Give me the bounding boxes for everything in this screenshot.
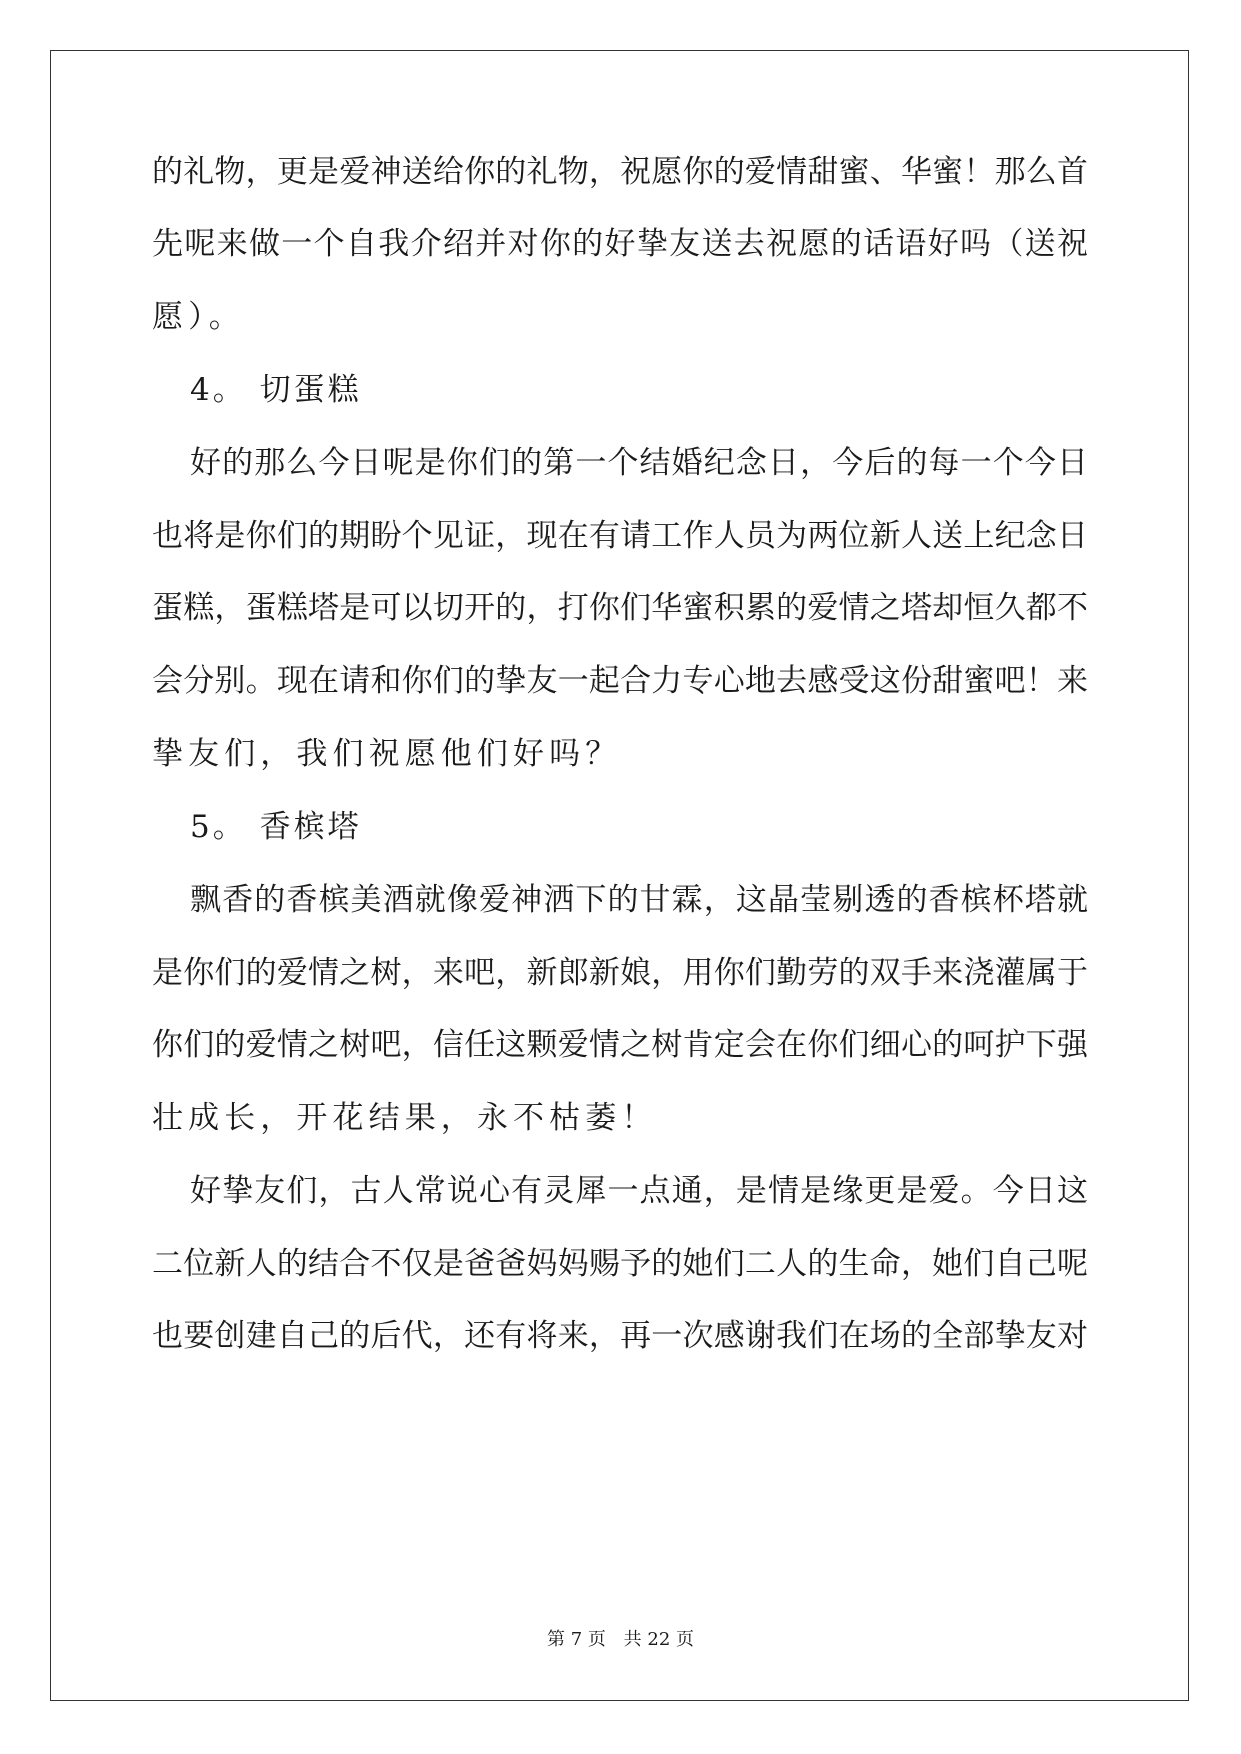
paragraph-line: 也将是你们的期盼个见证，现在有请工作人员为两位新人送上纪念日 — [152, 518, 1088, 554]
paragraph-line: 是你们的爱情之树，来吧，新郎新娘，用你们勤劳的双手来浇灌属于 — [152, 955, 1088, 991]
paragraph-line: 挚友们，我们祝愿他们好吗？ — [152, 736, 622, 772]
paragraph-line: 你们的爱情之树吧，信任这颗爱情之树肯定会在你们细心的呵护下强 — [152, 1027, 1088, 1063]
paragraph-line: 飘香的香槟美酒就像爱神洒下的甘霖，这晶莹剔透的香槟杯塔就 — [190, 882, 1088, 918]
paragraph-line: 愿）。 — [152, 299, 245, 335]
page-total: 共 22 页 — [623, 1629, 694, 1650]
paragraph-line: 二位新人的结合不仅是爸爸妈妈赐予的她们二人的生命，她们自己呢 — [152, 1246, 1088, 1282]
paragraph-line: 蛋糕，蛋糕塔是可以切开的，打你们华蜜积累的爱情之塔却恒久都不 — [152, 590, 1088, 626]
paragraph-line: 先呢来做一个自我介绍并对你的好挚友送去祝愿的话语好吗（送祝 — [152, 226, 1088, 262]
section-heading: 4。 切蛋糕 — [190, 372, 362, 408]
paragraph-line: 也要创建自己的后代，还有将来，再一次感谢我们在场的全部挚友对 — [152, 1318, 1088, 1354]
paragraph-line: 会分别。现在请和你们的挚友一起合力专心地去感受这份甜蜜吧！来 — [152, 663, 1088, 699]
paragraph-line: 的礼物，更是爱神送给你的礼物，祝愿你的爱情甜蜜、华蜜！那么首 — [152, 154, 1088, 190]
page-footer — [0, 1628, 1241, 1652]
paragraph-line: 壮成长，开花结果，永不枯萎！ — [152, 1100, 658, 1136]
paragraph-line: 好的那么今日呢是你们的第一个结婚纪念日，今后的每一个今日 — [190, 445, 1088, 481]
paragraph-line: 好挚友们，古人常说心有灵犀一点通，是情是缘更是爱。今日这 — [190, 1173, 1088, 1209]
page-number: 第 7 页 — [547, 1629, 606, 1650]
section-heading: 5。 香槟塔 — [190, 809, 362, 845]
